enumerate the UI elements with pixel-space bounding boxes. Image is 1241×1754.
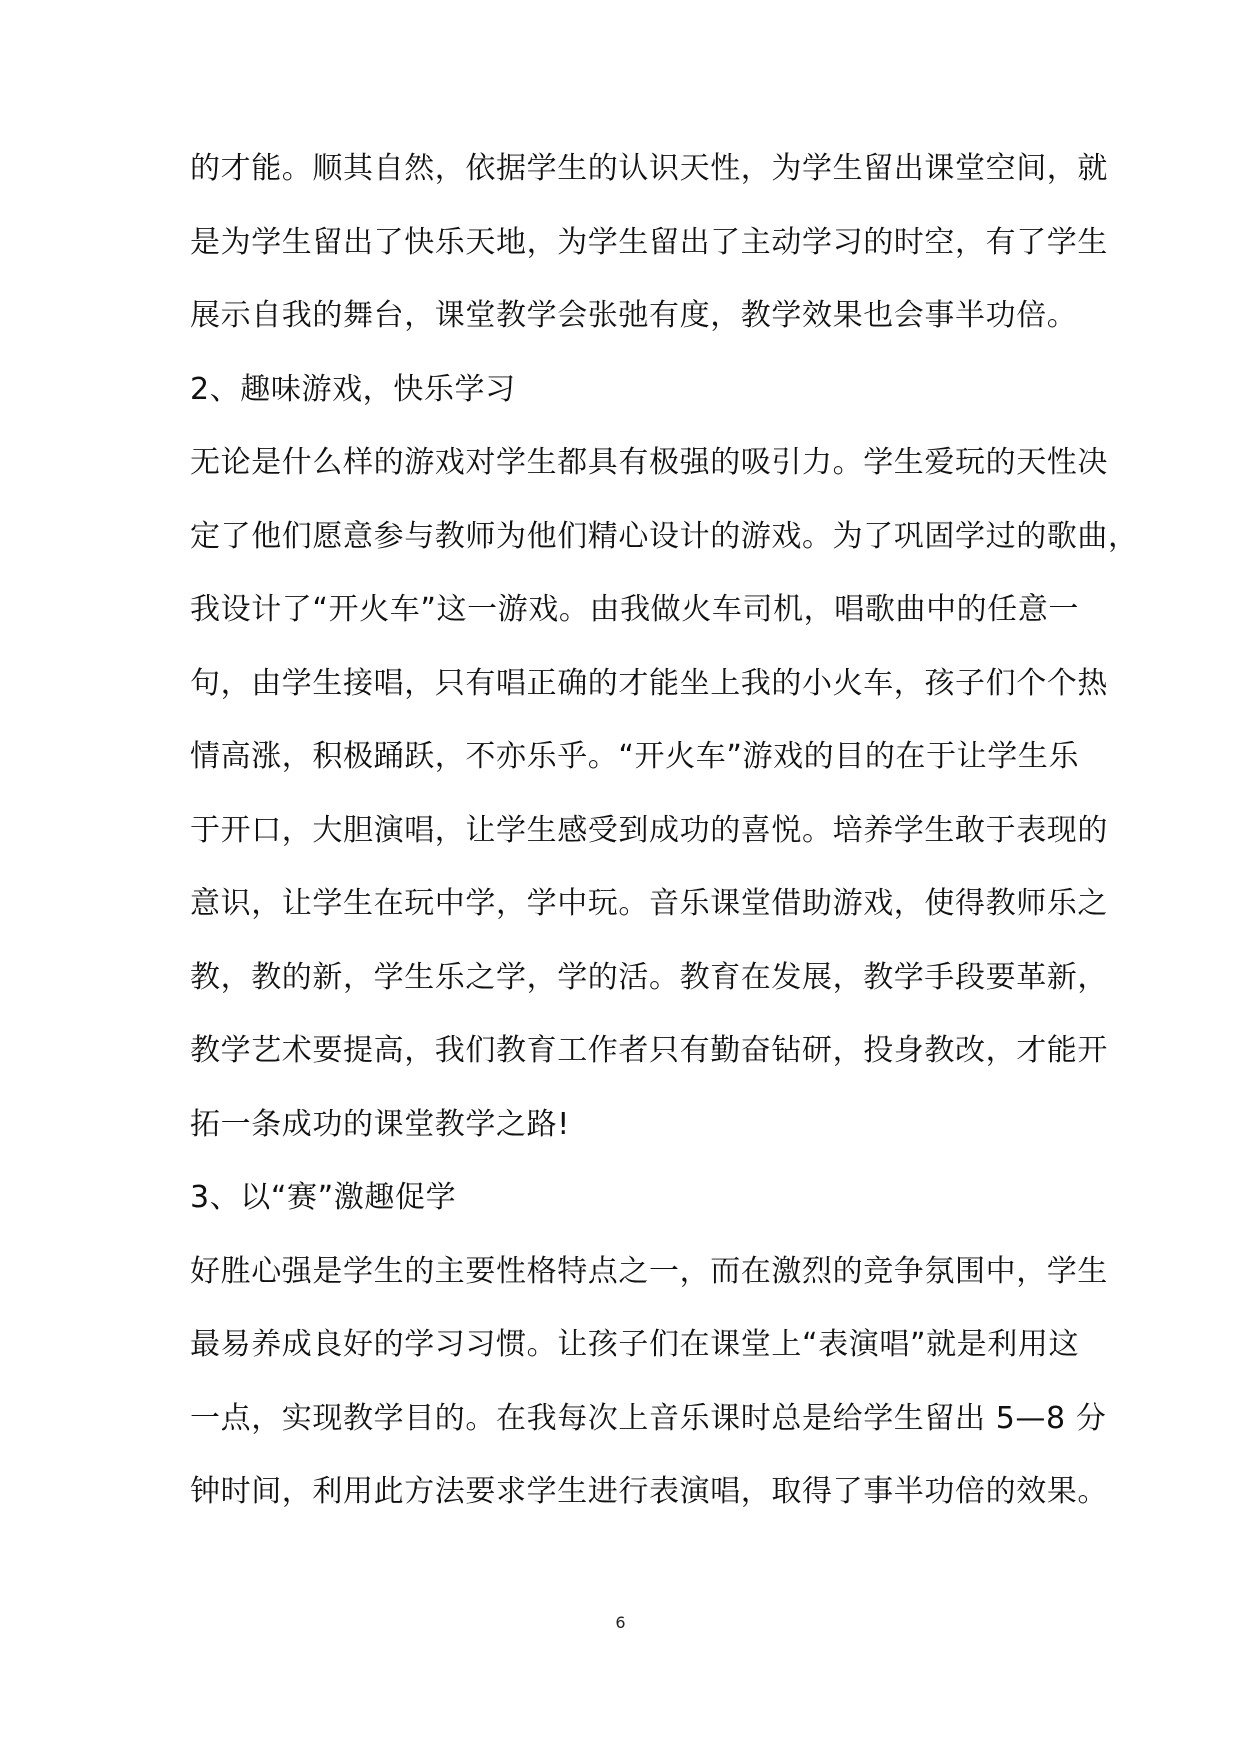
- text-line: 钟时间，利用此方法要求学生进行表演唱，取得了事半功倍的效果。: [190, 1474, 1108, 1509]
- text-line: 情高涨，积极踊跃，不亦乐乎。“开火车”游戏的目的在于让学生乐: [190, 739, 1080, 774]
- text-line: 的才能。顺其自然，依据学生的认识天性，为学生留出课堂空间，就: [190, 151, 1108, 186]
- text-line: 展示自我的舞台，课堂教学会张弛有度，教学效果也会事半功倍。: [190, 298, 1078, 333]
- text-line: 教，教的新，学生乐之学，学的活。教育在发展，教学手段要革新，: [190, 959, 1108, 995]
- body-text: [190, 143, 1139, 1540]
- text-line: 定了他们愿意参与教师为他们精心设计的游戏。为了巩固学过的歌曲，: [190, 518, 1139, 554]
- text-line: 教学艺术要提高，我们教育工作者只有勤奋钻研，投身教改，才能开: [190, 1033, 1108, 1068]
- text-line: 句，由学生接唱，只有唱正确的才能坐上我的小火车，孩子们个个热: [190, 665, 1108, 701]
- text-line: 拓一条成功的课堂教学之路!: [190, 1106, 570, 1142]
- text-line: 于开口，大胆演唱，让学生感受到成功的喜悦。培养学生敢于表现的: [190, 812, 1108, 848]
- text-line: 好胜心强是学生的主要性格特点之一，而在激烈的竞争氛围中，学生: [190, 1253, 1108, 1289]
- text-line: 是为学生留出了快乐天地，为学生留出了主动学习的时空，有了学生: [190, 224, 1108, 260]
- page-number: 6: [615, 1613, 626, 1632]
- text-line: 无论是什么样的游戏对学生都具有极强的吸引力。学生爱玩的天性决: [190, 445, 1108, 480]
- text-line: 最易养成良好的学习习惯。让孩子们在课堂上“表演唱”就是利用这: [190, 1327, 1080, 1362]
- text-line: 意识，让学生在玩中学，学中玩。音乐课堂借助游戏，使得教师乐之: [190, 886, 1108, 921]
- section-heading: 3、以“赛”激趣促学: [190, 1180, 457, 1215]
- section-heading: 2、趣味游戏，快乐学习: [190, 371, 516, 407]
- text-line: 我设计了“开火车”这一游戏。由我做火车司机，唱歌曲中的任意一: [190, 592, 1080, 627]
- text-line: 一点，实现教学目的。在我每次上音乐课时总是给学生留出 5—8 分: [190, 1400, 1107, 1436]
